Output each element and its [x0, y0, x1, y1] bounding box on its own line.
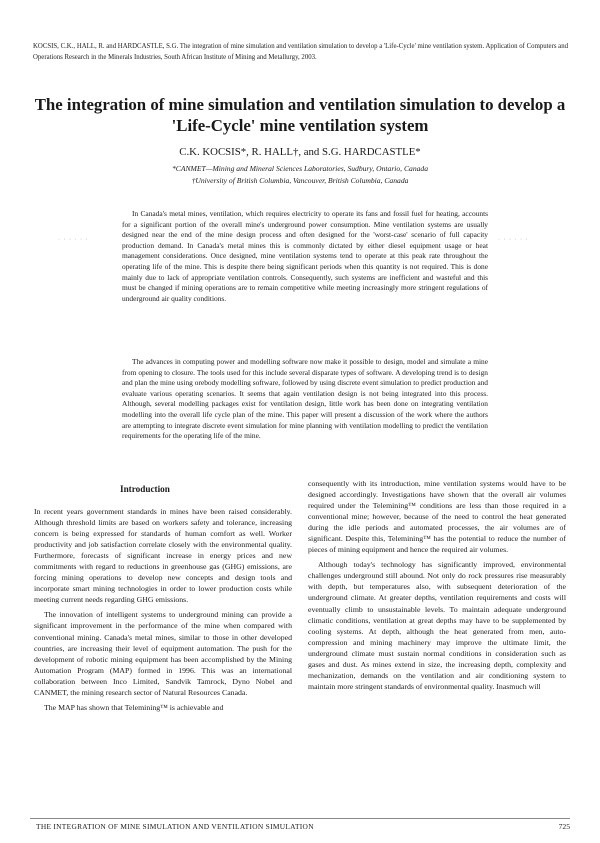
paragraph: Although today's technology has significantly improved, environmental challenges underground still abound. Not only do rock pressures rise measurably with depth, but temperatures also, with subsequent deterioration of the underground climate. At greater depths, ventilation requirements and costs will eventually climb to unsustainable levels. To maintain adequate underground climatic conditions, ventilation at great depths may have to be supplemented by cooling systems. At depth, although the heat generated from men, auto-compression and mining machinery may improve the ultimate limit, the underground climate must sustain normal conditions in consideration such as gases and dust. As mines extend in size, the increasing depth, complexity and mechanization, demands on the ventilation and air conditioning system to maintain more stringent standards of environmental quality. Inasmuch will	[308, 560, 566, 691]
abstract-paragraph-2: The advances in computing power and modelling software now make it possible to design, model and simulate a mine from opening to closure. The tools used for this include several disparate types of software. A developing trend is to design and plan the mine using orebody modelling software, followed by using discrete event simulation to predict production and evaluate various operating scenarios. It seems that again ventilation design is not being integrated into this process. Although, several modelling packages exist for ventilation design, little work has been done on integrating ventilation modelling into the overall life cycle plan of the mine. This paper will present a discussion of the work where the authors are attempting to integrate discrete event simulation for mine planning with ventilation modelling to predict the ventilation requirements for the operating life of the mine.	[122, 357, 488, 441]
affiliation-1: *CANMET—Mining and Mineral Sciences Laboratories, Sudbury, Ontario, Canada	[171, 164, 429, 173]
paragraph: The innovation of intelligent systems to underground mining can provide a significant improvement in the performance of the mine when compared with conventional mining. Canada's metal mines, similar to those in other developed countries, are increasing their level of equipment automation. The push for the development of robotic mining equipment has been accomplished by the Mining Automation Program (MAP) formed in 1996. This was an international collaboration between Inco Limited, Sandvik Tamrock, Dyno Nobel and CANMET, the mining research sector of Natural Resources Canada.	[34, 610, 292, 697]
paragraph: The MAP has shown that Telemining™ is achievable and	[44, 702, 224, 712]
paper-title: The integration of mine simulation and ventilation simulation to develop a 'Life-Cycle' mine ventilation system	[34, 95, 566, 135]
citation-header: KOCSIS, C.K., HALL, R. and HARDCASTLE, S.G. The integration of mine simulation and ventilation simulation to develop a 'Life-Cycle' mine ventilation system. Application of Computers and Operations Research in the Minerals Industries, South African Institute of Mining and Metallurgy, 2003.	[33, 43, 568, 61]
authors: C.K. KOCSIS*, R. HALL†, and S.G. HARDCASTLE*	[179, 146, 421, 158]
left-column	[34, 506, 292, 717]
running-title: THE INTEGRATION OF MINE SIMULATION AND VENTILATION SIMULATION	[36, 822, 314, 831]
affiliation-2: †University of British Columbia, Vancouver, British Columbia, Canada	[191, 176, 409, 185]
margin-mark: · · · · · ·	[498, 237, 529, 243]
page-number: 725	[558, 822, 570, 831]
footer-divider	[30, 818, 570, 819]
section-heading: Introduction	[120, 484, 170, 494]
right-column	[308, 478, 566, 696]
abstract-paragraph-1: In Canada's metal mines, ventilation, which requires electricity to operate its fans and fossil fuel for heating, accounts for a significant portion of the overall mine's underground power consumption. Mine ventilation systems are usually designed near the end of the mine design process and often designed for the 'worst-case' scenario of full capacity production demand. In Canada's metal mines this is commonly dictated by either diesel equipment usage or heat management considerations. Once designed, mine ventilation systems tend to operate at this peak rate throughout the operating life of the mine. This is despite there being significant periods when this quantity is not required. This is done mainly due to lack of appropriate ventilation controls. Consequently, such systems are inefficient and wasteful and this must be changed if mining operations are to remain competitive while meeting increasingly more stringent regulations of underground air quality conditions.	[122, 209, 488, 303]
margin-mark: · · · · · ·	[58, 237, 89, 243]
paragraph: In recent years government standards in mines have been raised considerably. Although threshold limits are based on workers safety and tolerance, increasing concern is being expressed for standards of human comfort as well. Worker productivity and job satisfaction correlate closely with the environmental quality. Furthermore, forecasts of significant increase in energy prices and new commitments with regard to reductions in greenhouse gas (GHG) emissions, are forcing mining operations to develop new concepts and design tools and incorporate smart mining technologies in order to lower production costs while meeting current needs regarding GHG emissions.	[34, 507, 292, 605]
paragraph: consequently with its introduction, mine ventilation systems would have to be designed accordingly. Investigations have shown that the overall air volumes required under the Telemining™ conditions are less than those required in a conventional mine; however, because of the need to control the heat generated during the idle periods and automated processes, the air volumes are of significant. Despite this, Telemining™ has the potential to reduce the number of pieces of mining equipment and hence the required air volumes.	[308, 479, 566, 555]
